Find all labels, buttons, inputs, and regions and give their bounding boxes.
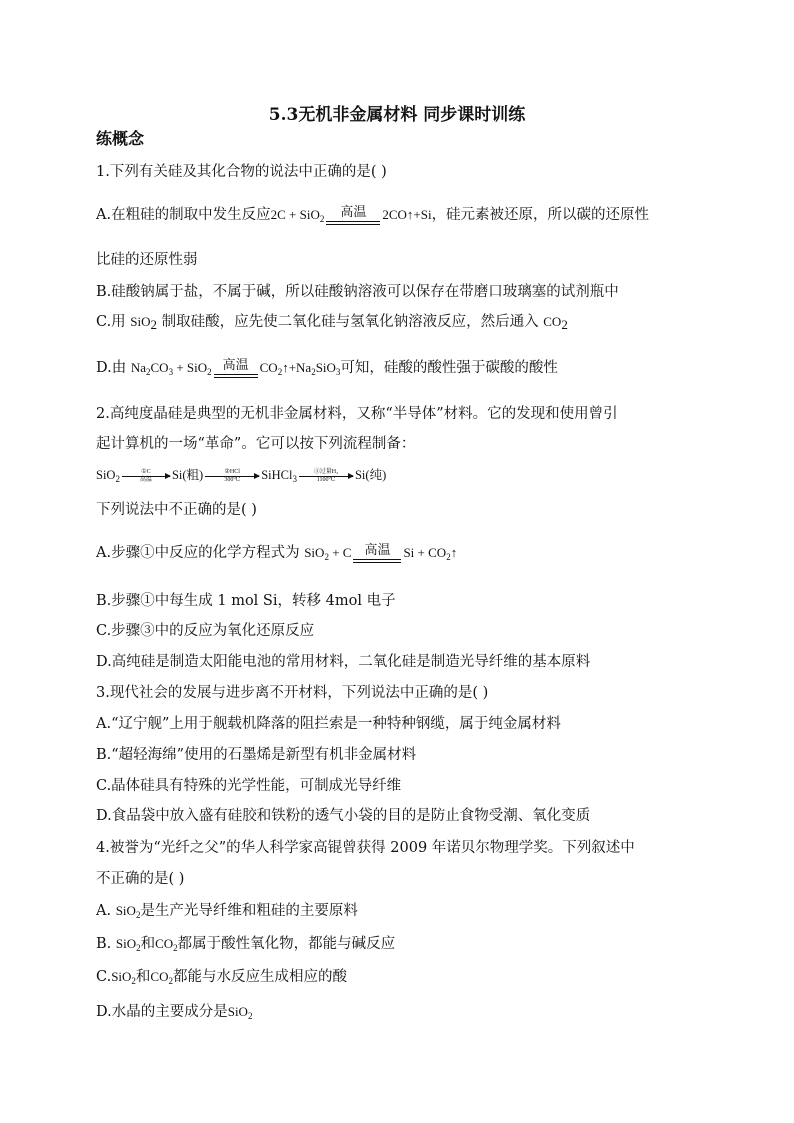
section-heading: 练概念	[96, 129, 145, 148]
q2-ask: 下列说法中不正确的是( )	[96, 502, 257, 518]
page-title: 5.3无机非金属材料 同步课时训练	[268, 105, 526, 125]
q1-option-b: B.硅酸钠属于盐，不属于碱，所以硅酸钠溶液可以保存在带磨口玻璃塞的试剂瓶中	[96, 284, 619, 300]
q3-stem: 3.现代社会的发展与进步离不开材料，下列说法中正确的是( )	[96, 685, 489, 701]
q4-stem-line2: 不正确的是( )	[96, 871, 185, 887]
q2-flow-arrow-1: ①C 高温	[122, 469, 170, 484]
q1-option-c: C.用 SiO$_2$ 制取硅酸，应先使二氧化硅与氢氧化钠溶液反应，然后通入 $CO_2$	[96, 314, 568, 332]
q3-option-d: D.食品袋中放入盛有硅胶和铁粉的透气小袋的目的是防止食物受潮、氧化变质	[96, 808, 591, 824]
q4-option-c: C.SiO$_2$和$CO_2$都能与水反应生成相应的酸	[96, 969, 347, 986]
q3-option-c: C.晶体硅具有特殊的光学性能，可制成光导纤维	[96, 778, 402, 794]
q1-option-a: A.在粗硅的制取中发生反应2C + SiO$_2$ 高温 2CO↑+Si，硅元素被还原，所以碳的还原性	[96, 205, 650, 224]
q4-stem-line1: 4.被誉为“光纤之父”的华人科学家高锟曾获得 2009 年诺贝尔物理学奖。下列叙述中	[96, 840, 635, 856]
q2-flow-arrow-2: ②HCl 300℃	[205, 469, 259, 484]
q3-option-b: B.“超轻海绵”使用的石墨烯是新型有机非金属材料	[96, 747, 417, 763]
q1-d-condition: 高温	[214, 363, 258, 378]
q2-stem-line2: 起计算机的一场“革命”。它可以按下列流程制备：	[96, 436, 416, 452]
q1-d-equation: $Na_2CO_3 + SiO_2$	[130, 360, 212, 377]
q4-option-a: A. SiO$_2$是生产光导纤维和粗硅的主要原料	[96, 903, 358, 920]
q4-option-b: B. SiO$_2$和$CO_2$都属于酸性氧化物，都能与碱反应	[96, 936, 396, 953]
q2-flow-arrow-3: ③过量H₂ 1100℃	[299, 469, 353, 484]
q4-option-d: D.水晶的主要成分是SiO$_2$	[96, 1004, 253, 1021]
q2-option-d: D.高纯硅是制造太阳能电池的常用材料，二氧化硅是制造光导纤维的基本原料	[96, 654, 591, 670]
q1-option-a-cont: 比硅的还原性弱	[96, 252, 198, 268]
q3-option-a: A.“辽宁舰”上用于舰载机降落的阻拦索是一种特种钢缆，属于纯金属材料	[96, 716, 561, 732]
q1-a-condition: 高温	[326, 210, 380, 225]
q2-option-b: B.步骤①中每生成 1 mol Si，转移 4mol 电子	[96, 593, 396, 609]
q2-option-a: A.步骤①中反应的化学方程式为 SiO$_2$ + C 高温 $Si + CO_2↑$	[96, 543, 458, 562]
q2-stem-line1: 2.高纯度晶硅是典型的无机非金属材料，又称“半导体”材料。它的发现和使用曾引	[96, 406, 618, 422]
q1-option-d: D.由 $Na_2CO_3 + SiO_2$ 高温 $CO_2↑+Na_2SiO_3$可知，硅酸的酸性强于碳酸的酸性	[96, 358, 558, 377]
q2-a-condition: 高温	[353, 548, 401, 563]
q2-flow: SiO$_2$ ①C 高温 Si(粗) ②HCl 300℃ SiHCl$_3$ ③过量H₂ 1100℃ Si(纯)	[96, 468, 387, 484]
q1-stem: 1.下列有关硅及其化合物的说法中正确的是( )	[96, 164, 387, 180]
q2-option-c: C.步骤③中的反应为氧化还原反应	[96, 623, 315, 639]
q1-a-equation: 2C + SiO$_2$	[270, 207, 325, 224]
